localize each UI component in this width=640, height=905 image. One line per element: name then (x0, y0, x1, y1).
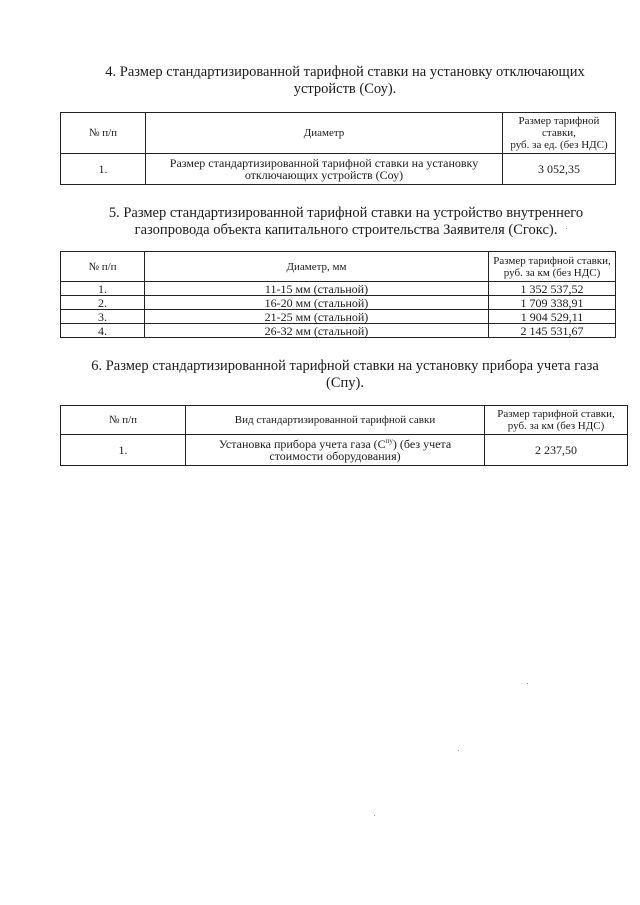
table-row (61, 154, 616, 185)
scan-speck (374, 815, 375, 816)
row-num: 1. (61, 154, 146, 185)
table-gas-meter-installation (60, 405, 628, 466)
scan-speck (458, 750, 459, 751)
row-description-line1: Размер стандартизированной тарифной ставки на установку (169, 156, 479, 170)
row-num: 1. (61, 435, 186, 466)
header-kind: Вид стандартизированной тарифной савки (186, 406, 485, 435)
header-rate-line2: руб. за км (без НДС) (507, 420, 605, 432)
table-row (61, 324, 616, 338)
row-value: 1 904 529,11 (489, 310, 616, 324)
row-description (186, 435, 485, 466)
row-value: 3 052,35 (503, 154, 616, 185)
scan-speck (566, 228, 567, 229)
table-row (61, 435, 628, 466)
header-rate-line1: Размер тарифной ставки, (497, 408, 615, 420)
row-num: 4. (61, 324, 145, 338)
table-header-row (61, 406, 628, 435)
header-rate-line2: ставки, (542, 127, 576, 139)
header-num: № п/п (61, 113, 146, 154)
row-description-sup: пу (385, 437, 393, 445)
header-rate-line2: руб. за км (без НДС) (503, 266, 601, 279)
table-internal-gas-pipeline (60, 251, 616, 338)
row-value: 2 145 531,67 (489, 324, 616, 338)
header-rate (489, 252, 616, 282)
section-6-heading (60, 358, 630, 392)
header-rate (485, 406, 628, 435)
row-num: 2. (61, 296, 145, 310)
header-diameter: Диаметр, мм (145, 252, 489, 282)
header-rate-line3: руб. за ед. (без НДС) (510, 139, 608, 151)
row-value: 2 237,50 (485, 435, 628, 466)
table-row (61, 296, 616, 310)
row-value: 1 352 537,52 (489, 282, 616, 296)
row-description-part2: ) (без учета (392, 437, 452, 451)
table-row (61, 282, 616, 296)
row-description-line2: отключающих устройств (Соу) (244, 168, 404, 182)
section-4-heading-line2: устройств (Соу). (293, 81, 397, 97)
table-header-row (61, 113, 616, 154)
row-description-part1: Установка прибора учета газа (С (218, 437, 386, 451)
row-num: 3. (61, 310, 145, 324)
row-description (146, 154, 503, 185)
header-rate-line1: Размер тарифной (518, 115, 600, 127)
section-6-heading-line1: 6. Размер стандартизированной тарифной ставки на установку прибора учета газа (91, 358, 599, 374)
section-4-heading-line1: 4. Размер стандартизированной тарифной ставки на установку отключающих (105, 64, 585, 80)
row-diameter: 16-20 мм (стальной) (145, 296, 489, 310)
row-diameter: 21-25 мм (стальной) (145, 310, 489, 324)
section-5-heading (66, 205, 626, 239)
table-disconnect-devices (60, 112, 616, 185)
header-num: № п/п (61, 252, 145, 282)
header-rate (503, 113, 616, 154)
table-row (61, 310, 616, 324)
section-4-heading (60, 64, 630, 98)
section-5-heading-line2: газопровода объекта капитального строительства Заявителя (Сгокс). (134, 222, 558, 238)
section-5-heading-line1: 5. Размер стандартизированной тарифной ставки на устройство внутреннего (108, 205, 584, 221)
table-header-row (61, 252, 616, 282)
header-diameter: Диаметр (146, 113, 503, 154)
section-6-heading-line2: (Спу). (326, 375, 364, 391)
row-diameter: 26-32 мм (стальной) (145, 324, 489, 338)
header-num: № п/п (61, 406, 186, 435)
row-diameter: 11-15 мм (стальной) (145, 282, 489, 296)
row-num: 1. (61, 282, 145, 296)
scan-speck (527, 683, 528, 684)
row-description-line2: стоимости оборудования) (269, 449, 401, 463)
header-rate-line1: Размер тарифной ставки, (493, 254, 611, 267)
row-value: 1 709 338,91 (489, 296, 616, 310)
